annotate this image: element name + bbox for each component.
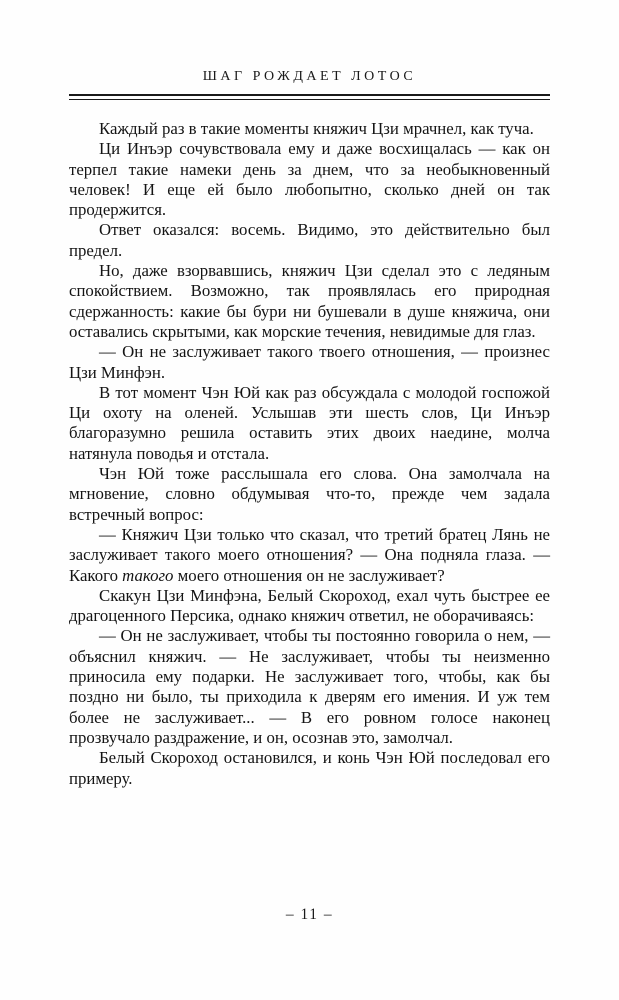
header-divider-rule xyxy=(69,94,550,100)
paragraph xyxy=(69,464,550,525)
paragraph xyxy=(69,383,550,464)
text-run: — Княжич Цзи только что сказал, что третий братец Лянь не заслуживает такого моего отношения? — Она подняла глаза. — Какого xyxy=(69,524,550,585)
text-run: Чэн Юй тоже расслышала его слова. Она замолчала на мгновение, словно обдумывая что-то, прежде чем задала встречный вопрос: xyxy=(69,464,550,524)
paragraph xyxy=(69,139,550,220)
paragraph xyxy=(69,342,550,383)
text-run: Скакун Цзи Минфэна, Белый Скороход, ехал чуть быстрее ее драгоценного Персика, однако княжич ответил, не оборачиваясь: xyxy=(69,585,550,626)
text-run: Ци Инъэр сочувствовала ему и даже восхищалась — как он терпел такие намеки день за днем, что за необыкновенный человек! И еще ей было любопытно, сколько дней он так продержится. xyxy=(69,139,550,220)
paragraph xyxy=(69,261,550,342)
text-run: Белый Скороход остановился, и конь Чэн Юй последовал его примеру. xyxy=(69,748,550,788)
paragraph xyxy=(69,586,550,627)
text-run: — Он не заслуживает, чтобы ты постоянно говорила о нем, — объяснил княжич. — Не заслуживает, чтобы ты неизменно приносила ему подарки. Не заслуживает того, чтобы, как бы поздно ни было, ты приходила к дверям его имения. И уж тем более не заслуживает... — В его ровном голосе наконец прозвучало раздражение, и он, осознав это, замолчал. xyxy=(69,626,550,747)
running-head-title: ШАГ РОЖДАЕТ ЛОТОС xyxy=(202,69,417,84)
paragraph xyxy=(69,525,550,586)
paragraph xyxy=(69,626,550,748)
page-body xyxy=(69,119,550,789)
paragraph xyxy=(69,119,550,139)
paragraph xyxy=(69,220,550,261)
text-run: В тот момент Чэн Юй как раз обсуждала с молодой госпожой Ци охоту на оленей. Услышав эти шесть слов, Ци Инъэр благоразумно решила оставить этих двоих наедине, молча натянула поводья и отстала. xyxy=(69,382,550,463)
emphasized-text: такого xyxy=(122,565,174,585)
page-number: – 11 – xyxy=(285,906,334,923)
text-run: Ответ оказался: восемь. Видимо, это действительно был предел. xyxy=(69,220,550,260)
text-run: моего отношения он не заслуживает? xyxy=(173,565,445,585)
text-run: Но, даже взорвавшись, княжич Цзи сделал это с ледяным спокойствием. Возможно, так проявлялась его природная сдержанность: какие бы бури ни бушевали в душе княжича, они оставались скрытыми, как морские течения, невидимые для глаз. xyxy=(69,261,550,341)
paragraph xyxy=(69,748,550,789)
text-run: — Он не заслуживает такого твоего отношения, — произнес Цзи Минфэн. xyxy=(69,342,550,382)
text-run: Каждый раз в такие моменты княжич Цзи мрачнел, как туча. xyxy=(99,119,534,138)
